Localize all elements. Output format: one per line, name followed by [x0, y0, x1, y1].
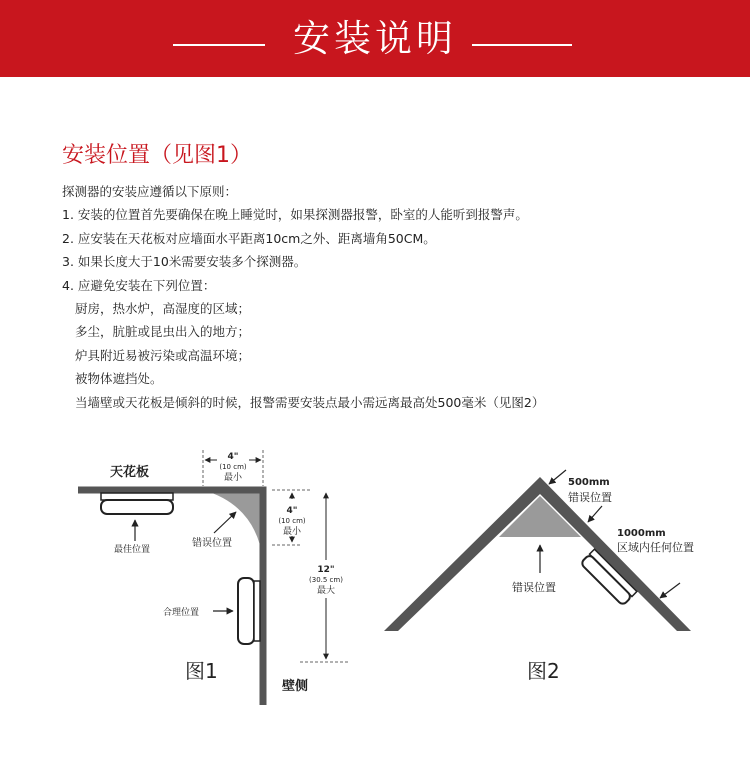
peak-wrong-label: 错误位置	[568, 491, 612, 504]
dim-side-value: 4"	[286, 506, 298, 516]
dim-max-note: 最大	[316, 586, 336, 596]
figure-2	[384, 470, 694, 683]
wrong-label: 错误位置	[192, 538, 232, 549]
dim-top-value: 4"	[227, 452, 239, 462]
ceiling-detector	[101, 493, 173, 514]
fig1-wrong-zone	[203, 490, 260, 545]
rule-line: 1. 安装的位置首先要确保在晚上睡觉时，如果探测器报警，卧室的人能听到报警声。	[62, 207, 528, 223]
avoid-line: 炉具附近易被污染或高温环境；	[75, 347, 251, 363]
avoid-line: 多尘，肮脏或昆虫出入的地方；	[75, 324, 251, 340]
figure-1	[78, 450, 348, 705]
figure2-caption: 图2	[527, 659, 560, 683]
dim-side	[272, 490, 310, 545]
rule-line: 2. 应安装在天花板对应墙面水平距离10cm之外、距离墙角50CM。	[62, 230, 436, 246]
intro-line: 探测器的安装应遵循以下原则：	[62, 184, 238, 199]
avoid-line: 被物体遮挡处。	[75, 371, 163, 387]
wall-label: 壁侧	[282, 679, 309, 694]
dim-side-metric: (10 cm)	[278, 517, 306, 525]
avoid-line: 当墙壁或天花板是倾斜的时候，报警需要安装点最小需远离最高处500毫米（见图2）	[75, 394, 545, 410]
avoid-line: 厨房，热水炉，高湿度的区域；	[75, 301, 251, 317]
dim-top	[203, 450, 263, 486]
dim-max	[300, 493, 348, 662]
page-title: 安装说明	[293, 17, 457, 60]
range-top-arrow	[588, 506, 602, 522]
rule-line: 3. 如果长度大于10米需要安装多个探测器。	[62, 254, 307, 270]
dim-top-note: 最小	[223, 473, 243, 483]
best-label: 最佳位置	[114, 545, 151, 555]
range-dimension: 1000mm	[617, 528, 666, 539]
dim-max-metric: (30.5 cm)	[309, 576, 343, 584]
dim-top-metric: (10 cm)	[219, 463, 247, 471]
ok-label: 合理位置	[163, 608, 200, 618]
dim-side-note: 最小	[282, 527, 302, 537]
rule-line: 4. 应避免安装在下列位置：	[62, 277, 216, 293]
peak-dimension: 500mm	[568, 477, 610, 488]
dim-max-value: 12"	[317, 565, 335, 575]
wrong-arrow	[214, 512, 236, 533]
peak-arrow	[549, 470, 566, 484]
range-label: 区域内任何位置	[617, 541, 694, 554]
fig1-ceiling-wall	[78, 490, 263, 705]
wall-detector	[238, 578, 260, 644]
section-title: 安装位置（见图1）	[62, 143, 252, 168]
zone-wrong-label: 错误位置	[512, 581, 556, 594]
range-bottom-arrow	[660, 583, 680, 598]
ceiling-label: 天花板	[110, 465, 150, 480]
figure1-caption: 图1	[185, 659, 218, 683]
